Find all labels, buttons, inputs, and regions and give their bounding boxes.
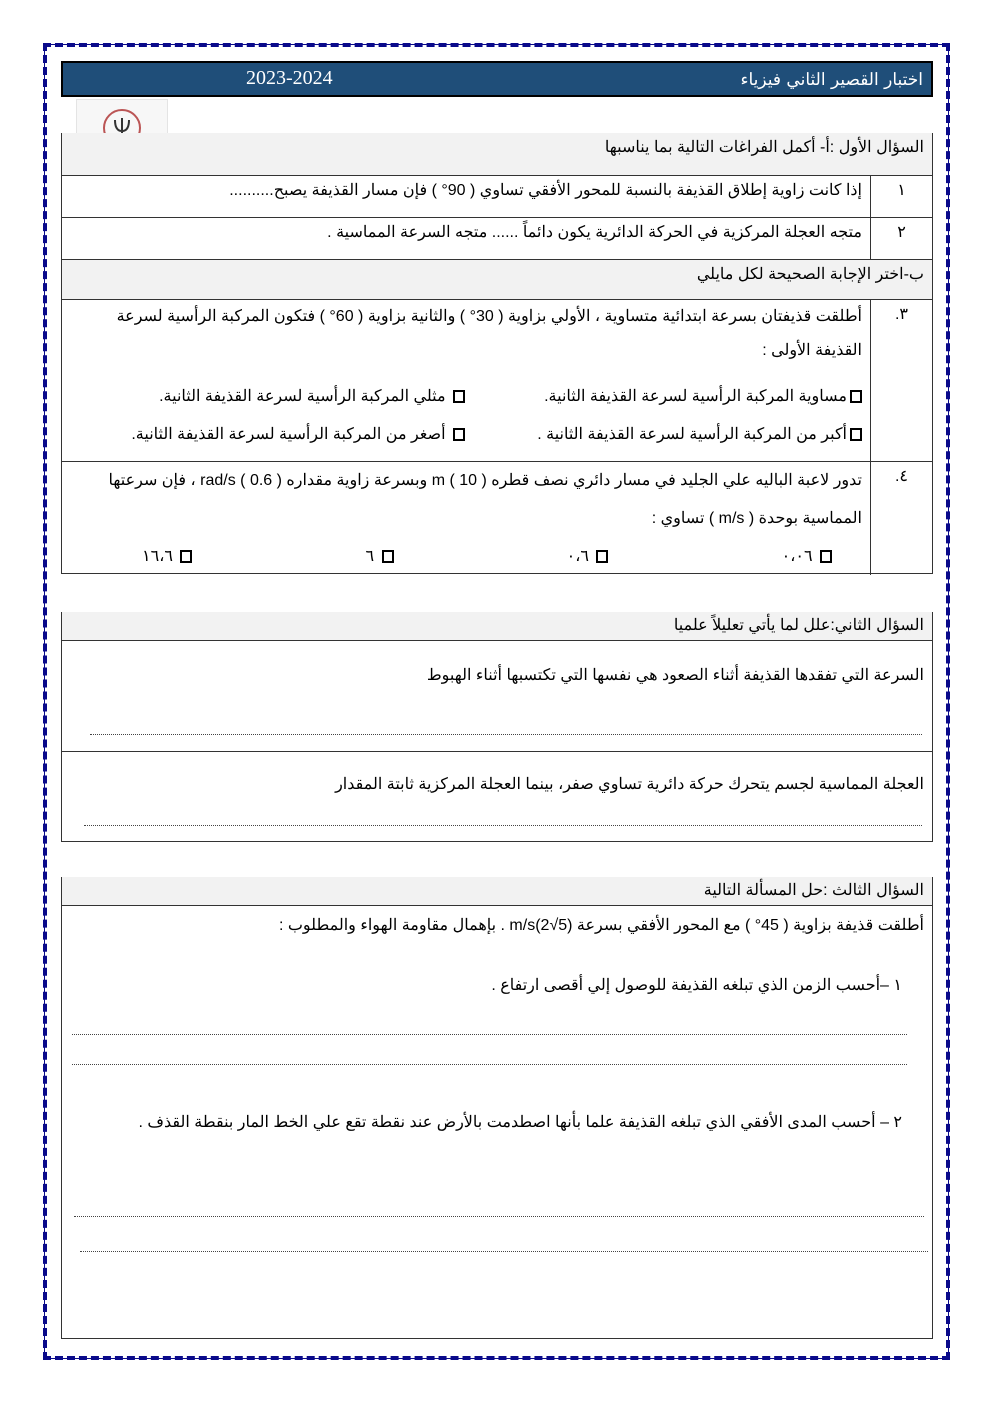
problem-part-2: ٢ – أحسب المدى الأفقي الذي تبلغه القذيفة علما بأنها اصطدمت بالأرض عند نقطة تقع علي الخط المار بنقطة القذف .	[138, 1114, 902, 1131]
question-1-table	[61, 133, 933, 574]
option[interactable]: مثلي المركبة الرأسية لسرعة القذيفة الثانية.	[159, 378, 465, 416]
q1-subtitle: ب-اختر الإجابة الصحيحة لكل مايلي	[696, 266, 924, 283]
item-text: العجلة المماسية لجسم يتحرك حركة دائرية تساوي صفر، بينما العجلة المركزية ثابتة المقدار	[335, 776, 924, 793]
item-number: ٢	[870, 218, 932, 259]
q1-subheader	[62, 259, 932, 299]
item-text: أطلقت قذيفتان بسرعة ابتدائية متساوية ، الأولي بزاوية ( 30° ) والثانية بزاوية ( 60° ) فتكون المركبة الرأسية لسرعة القذيفة الأولى :	[116, 308, 862, 359]
option[interactable]: ٠،٦	[567, 540, 609, 574]
answer-line[interactable]	[72, 1064, 907, 1065]
q2-item-2	[62, 751, 932, 842]
item-text: متجه العجلة المركزية في الحركة الدائرية يكون دائماً ...... متجه السرعة المماسية .	[327, 224, 862, 241]
q1-item-1	[62, 175, 932, 217]
checkbox-icon[interactable]	[850, 428, 862, 441]
answer-line[interactable]	[80, 1251, 928, 1252]
q1-title: السؤال الأول :أ- أكمل الفراغات التالية بما يناسبها	[604, 138, 924, 156]
q3-title: السؤال الثالث :حل المسألة التالية	[703, 881, 924, 899]
question-3-table	[61, 877, 933, 1339]
item-number: ١	[870, 176, 932, 217]
answer-line[interactable]	[90, 734, 922, 735]
checkbox-icon[interactable]	[453, 428, 465, 441]
mcq-4	[62, 461, 932, 575]
answer-line[interactable]	[72, 1034, 907, 1035]
checkbox-icon[interactable]	[596, 550, 608, 563]
q3-body	[62, 905, 932, 1339]
item-text: إذا كانت زاوية إطلاق القذيفة بالنسبة للمحور الأفقي تساوي ( 90° ) فإن مسار القذيفة يصبح..........	[229, 182, 862, 199]
checkbox-icon[interactable]	[382, 550, 394, 563]
problem-statement: أطلقت قذيفة بزاوية ( 45° ) مع المحور الأفقي بسرعة (5√2)m/s . بإهمال مقاومة الهواء والمطلوب :	[278, 917, 924, 934]
answer-line[interactable]	[84, 825, 922, 826]
answer-line[interactable]	[74, 1216, 924, 1217]
mcq-3	[62, 299, 932, 461]
q1-item-2	[62, 217, 932, 259]
header-bar	[61, 61, 933, 97]
item-text: السرعة التي تفقدها القذيفة أثناء الصعود هي نفسها التي تكتسبها أثناء الهبوط	[426, 667, 924, 684]
checkbox-icon[interactable]	[850, 390, 862, 403]
exam-title: اختبار القصير الثاني فيزياء	[740, 70, 923, 90]
item-number: ٤.	[870, 462, 932, 575]
checkbox-icon[interactable]	[180, 550, 192, 563]
checkbox-icon[interactable]	[453, 390, 465, 403]
item-number: ٣.	[870, 300, 932, 461]
option[interactable]: ٠،٠٦	[782, 540, 832, 574]
item-text: تدور لاعبة الباليه علي الجليد في مسار دائري نصف قطره m ( 10 ) وبسرعة زاوية مقداره ( 0.6 ) rad/s ، فإن سرعتها المماسية بوحدة ( m/s ) تساوي :	[108, 472, 862, 527]
option[interactable]: أكبر من المركبة الرأسية لسرعة القذيفة الثانية .	[465, 416, 862, 454]
checkbox-icon[interactable]	[820, 550, 832, 563]
problem-part-1: ١ –أحسب الزمن الذي تبلغه القذيفة للوصول إلي أقصى ارتفاع .	[491, 977, 902, 994]
q2-item-1	[62, 640, 932, 751]
q2-title: السؤال الثاني:علل لما يأتي تعليلاً علميا	[673, 616, 924, 634]
option[interactable]: أصغر من المركبة الرأسية لسرعة القذيفة الثانية.	[131, 416, 465, 454]
option[interactable]: ٦	[366, 540, 394, 574]
question-2-table	[61, 612, 933, 842]
option[interactable]: ١٦،٦	[142, 540, 192, 574]
q1-header	[62, 133, 932, 175]
option[interactable]: مساوية المركبة الرأسية لسرعة القذيفة الثانية.	[465, 378, 862, 416]
academic-year: 2023-2024	[246, 67, 333, 89]
